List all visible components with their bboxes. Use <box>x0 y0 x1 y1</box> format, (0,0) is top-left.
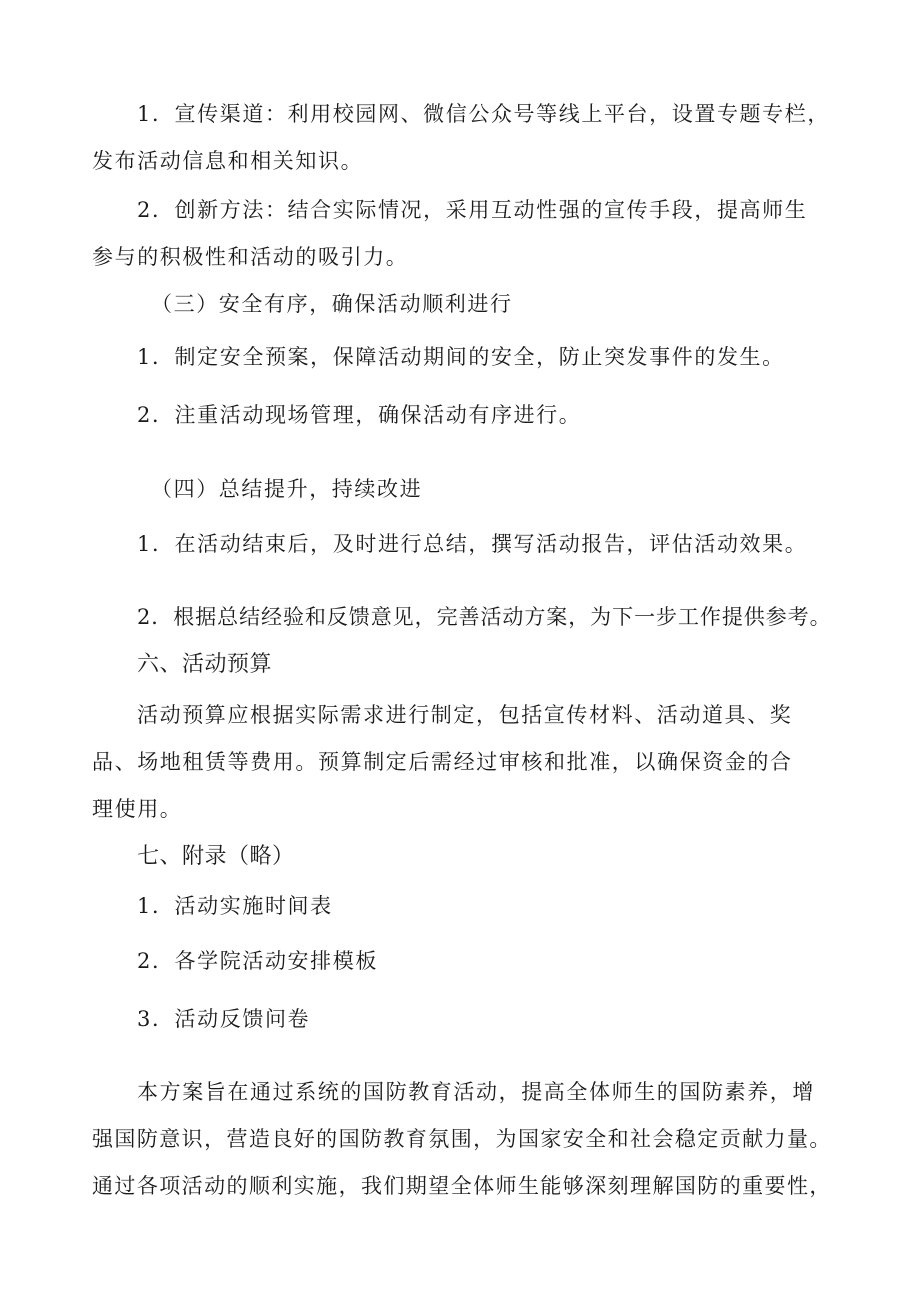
section-heading: 七、附录（略） <box>137 844 295 869</box>
subsection-heading: （四）总结提升，持续改进 <box>151 477 423 501</box>
paragraph-line: 1．制定安全预案，保障活动期间的安全，防止突发事件的发生。 <box>137 345 785 369</box>
appendix-item: 1．活动实施时间表 <box>137 894 333 918</box>
paragraph-line: 参与的积极性和活动的吸引力。 <box>92 245 409 269</box>
appendix-item: 3．活动反馈问卷 <box>137 1007 311 1031</box>
paragraph-line: 理使用。 <box>92 797 183 821</box>
paragraph-line: 发布活动信息和相关知识。 <box>92 149 364 173</box>
section-heading: 六、活动预算 <box>137 652 273 677</box>
paragraph-line: 品、场地租赁等费用。预算制定后需经过审核和批准，以确保资金的合 <box>92 750 793 774</box>
paragraph-line: 活动预算应根据实际需求进行制定，包括宣传材料、活动道具、奖 <box>137 703 793 727</box>
paragraph-line: 2．注重活动现场管理，确保活动有序进行。 <box>137 403 582 427</box>
paragraph-line: 2．根据总结经验和反馈意见，完善活动方案，为下一步工作提供参考。 <box>137 605 832 629</box>
paragraph-line: 强国防意识，营造良好的国防教育氛围，为国家安全和社会稳定贡献力量。 <box>92 1127 832 1151</box>
appendix-item: 2．各学院活动安排模板 <box>137 949 378 973</box>
paragraph-line: 2．创新方法：结合实际情况，采用互动性强的宣传手段，提高师生 <box>137 198 808 222</box>
paragraph-line: 1．宣传渠道：利用校园网、微信公众号等线上平台，设置专题专栏， <box>137 102 830 126</box>
paragraph-line: 通过各项活动的顺利实施，我们期望全体师生能够深刻理解国防的重要性， <box>92 1174 832 1198</box>
paragraph-line: 本方案旨在通过系统的国防教育活动，提高全体师生的国防素养，增 <box>137 1080 815 1104</box>
subsection-heading: （三）安全有序，确保活动顺利进行 <box>151 292 513 316</box>
paragraph-line: 1．在活动结束后，及时进行总结，撰写活动报告，评估活动效果。 <box>137 532 808 556</box>
